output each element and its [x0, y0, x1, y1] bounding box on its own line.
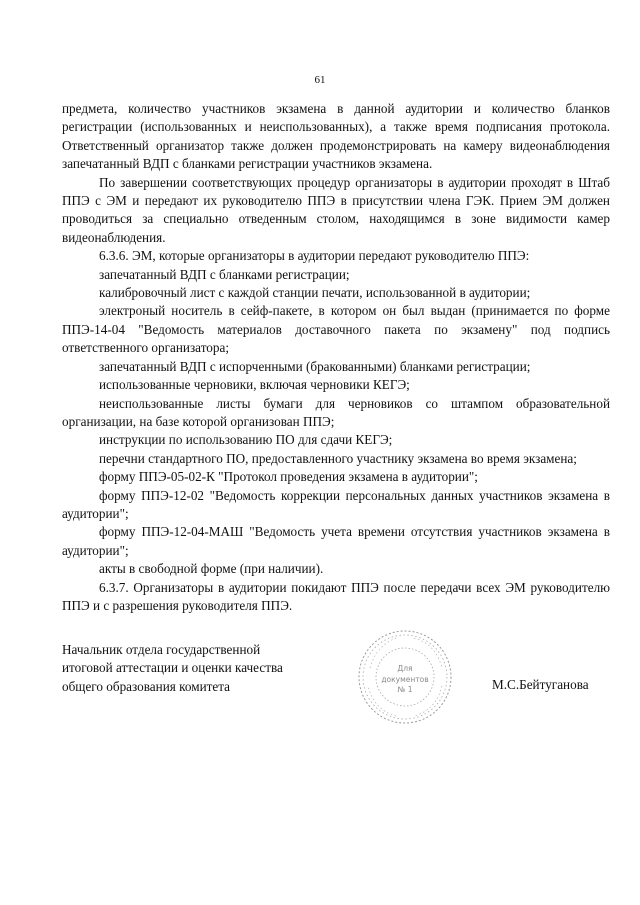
stamp-line: документов — [381, 675, 429, 684]
paragraph: запечатанный ВДП с бланками регистрации; — [99, 266, 350, 282]
signatory-position-line: Начальник отдела государственной — [62, 642, 261, 657]
paragraph: 6.3.6. ЭМ, которые организаторы в аудитории передают руководителю ППЭ: — [99, 248, 530, 264]
paragraph: электроный носитель в сейф-пакете, в котором он был выдан (принимается по форме ППЭ-14-04 "Ведомость материалов доставочного пакета по экзамену" под подпись ответственного организатора; — [62, 303, 610, 356]
paragraph: использованные черновики, включая черновики КЕГЭ; — [99, 377, 410, 393]
paragraph: По завершении соответствующих процедур организаторы в аудитории проходят в Штаб ППЭ с ЭМ и передают их руководителю ППЭ в присутствии члена ГЭК. Прием ЭМ должен проводиться за специально отведенным столом, находящимся в зоне видимости камер видеонаблюдения. — [62, 174, 610, 245]
paragraph: форму ППЭ-05-02-К "Протокол проведения экзамена в аудитории"; — [99, 469, 478, 485]
paragraph: перечни стандартного ПО, предоставленного участнику экзамена во время экзамена; — [99, 450, 577, 466]
signatory-position — [62, 641, 322, 696]
paragraph: акты в свободной форме (при наличии). — [99, 561, 324, 577]
paragraph: запечатанный ВДП с испорченными (бракованными) бланками регистрации; — [99, 358, 531, 374]
paragraph: 6.3.7. Организаторы в аудитории покидают ППЭ после передачи всех ЭМ руководителю ППЭ и с разрешения руководителя ППЭ. — [62, 579, 610, 613]
stamp-line: № 1 — [397, 685, 413, 694]
signatory-name: М.С.Бейтуганова — [492, 677, 589, 692]
paragraph: инструкции по использованию ПО для сдачи КЕГЭ; — [99, 432, 393, 448]
paragraph: форму ППЭ-12-02 "Ведомость коррекции персональных данных участников экзамена в аудитории"; — [62, 487, 610, 521]
paragraph: предмета, количество участников экзамена в данной аудитории и количество бланков регистрации (использованных и неиспользованных), а также время подписания протокола. Ответственный организатор также должен продемонстрировать на камеру видеонаблюдения запечатанный ВДП с бланками регистрации участников экзамена. — [62, 101, 610, 172]
stamp-seal-icon — [356, 628, 454, 726]
body-text — [62, 100, 610, 615]
page-number: 61 — [314, 74, 326, 86]
paragraph: неиспользованные листы бумаги для черновиков со штампом образовательной организации, на базе которой организован ППЭ; — [62, 395, 610, 429]
stamp-line: Для — [397, 664, 413, 673]
official-stamp — [356, 628, 454, 726]
signatory-position-line: итоговой аттестации и оценки качества — [62, 660, 283, 676]
paragraph: калибровочный лист с каждой станции печати, использованной в аудитории; — [99, 285, 531, 301]
paragraph: форму ППЭ-12-04-МАШ "Ведомость учета времени отсутствия участников экзамена в аудитории"; — [62, 524, 610, 558]
signatory-position-line: общего образования комитета — [62, 678, 231, 694]
